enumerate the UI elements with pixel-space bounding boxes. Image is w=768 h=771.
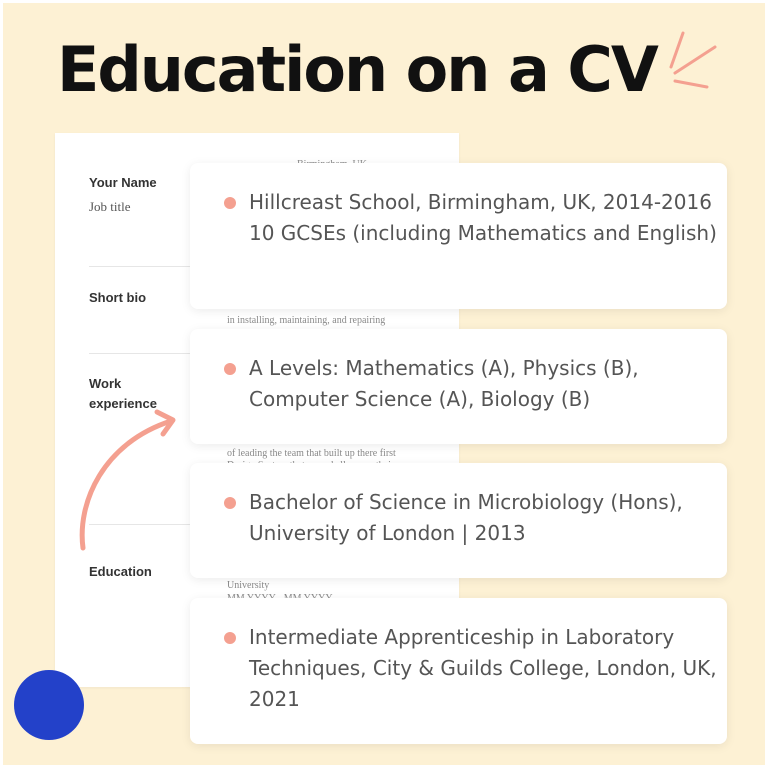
cv-divider <box>89 266 199 267</box>
bullet-dot-icon <box>224 632 236 644</box>
education-card-text: Bachelor of Science in Microbiology (Hons), University of London | 2013 <box>249 490 683 545</box>
bullet-dot-icon <box>224 363 236 375</box>
cv-short-bio-label: Short bio <box>89 290 147 305</box>
education-card-text: Hillcreast School, Birmingham, UK, 2014-2016 10 GCSEs (including Mathematics and English) <box>249 190 717 245</box>
cv-divider <box>89 353 199 354</box>
cv-work-text-1: of leading the team that built up there first <box>227 448 396 459</box>
education-card-apprenticeship <box>190 598 727 744</box>
cv-work-label-2: experience <box>89 396 157 411</box>
curved-arrow-icon <box>73 408 183 558</box>
cv-edu-text-1: University <box>227 580 270 591</box>
cv-job-title: Job title <box>89 199 131 214</box>
decorative-dot <box>14 670 84 740</box>
bullet-dot-icon <box>224 497 236 509</box>
cv-work-label-1: Work <box>89 376 122 391</box>
cv-name-label: Your Name <box>89 175 157 190</box>
education-card-degree <box>190 463 727 578</box>
sparkle-icon <box>663 31 723 95</box>
education-card-text: A Levels: Mathematics (A), Physics (B), Computer Science (A), Biology (B) <box>249 356 639 411</box>
education-card-school <box>190 163 727 309</box>
education-card-text: Intermediate Apprenticeship in Laboratory Techniques, City & Guilds College, London, UK, 2021 <box>249 625 717 711</box>
education-card-a-levels <box>190 329 727 444</box>
cv-bio-text: in installing, maintaining, and repairing <box>227 315 386 326</box>
cv-education-label: Education <box>89 564 152 579</box>
headline: Education on a CV <box>57 33 657 106</box>
infographic-canvas <box>3 3 765 765</box>
bullet-dot-icon <box>224 197 236 209</box>
